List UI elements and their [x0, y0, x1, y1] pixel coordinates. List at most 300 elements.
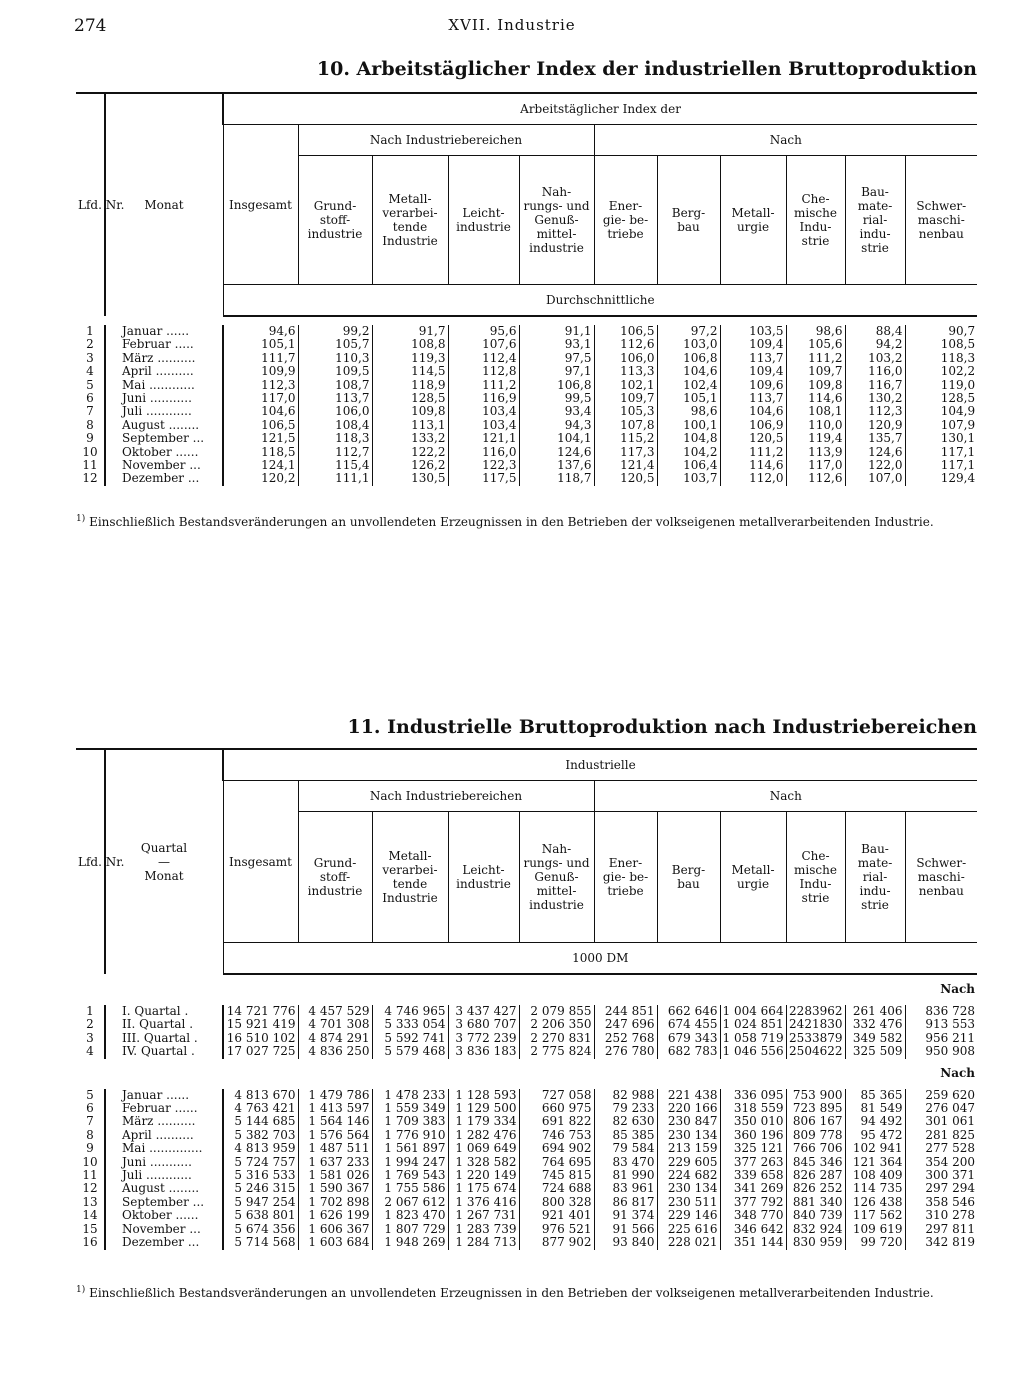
- table-row: [76, 338, 977, 351]
- table-cell: 16 510 102: [223, 1032, 298, 1045]
- table-cell: 1 284 713: [448, 1236, 519, 1249]
- table-cell: 105,7: [298, 338, 372, 351]
- col-schwermaschinen: Schwer- maschi- nenbau: [905, 812, 977, 943]
- col-dash: —: [158, 855, 170, 869]
- table-cell: 112,6: [786, 472, 845, 485]
- row-label: September ...: [105, 1196, 223, 1209]
- table-cell: 1 564 146: [298, 1115, 372, 1128]
- table-row: [76, 432, 977, 445]
- table-cell: 5 674 356: [223, 1223, 298, 1236]
- table-cell: 1 994 247: [372, 1156, 448, 1169]
- table-cell: 119,4: [786, 432, 845, 445]
- table-cell: 105,1: [657, 392, 720, 405]
- table-cell: 114,6: [720, 459, 786, 472]
- table-cell: 341 269: [720, 1182, 786, 1195]
- table-cell: 354 200: [905, 1156, 977, 1169]
- col-bergbau: Berg- bau: [657, 156, 720, 285]
- page-number: 274: [74, 16, 107, 36]
- table-cell: 230 511: [657, 1196, 720, 1209]
- table-cell: 252 768: [594, 1032, 657, 1045]
- col-grundstoff: Grund- stoff- industrie: [298, 156, 372, 285]
- table-cell: 91,1: [519, 325, 594, 338]
- table-cell: 1 024 851: [720, 1018, 786, 1031]
- table-cell: 4 763 421: [223, 1102, 298, 1115]
- col-energie: Ener- gie- be- triebe: [594, 156, 657, 285]
- table-cell: 94,6: [223, 325, 298, 338]
- row-number: 5: [86, 1087, 94, 1102]
- table-cell: 121,4: [594, 459, 657, 472]
- table-cell: 724 688: [519, 1182, 594, 1195]
- table-cell: 117,1: [905, 446, 977, 459]
- table-cell: 88,4: [845, 325, 905, 338]
- table-cell: 2421830: [786, 1018, 845, 1031]
- table-cell: 826 252: [786, 1182, 845, 1195]
- table-cell: 5 144 685: [223, 1115, 298, 1128]
- row-label: Januar ......: [105, 325, 223, 338]
- table-cell: 830 959: [786, 1236, 845, 1249]
- table-cell: 106,4: [657, 459, 720, 472]
- row-label: März ..........: [105, 352, 223, 365]
- table-cell: 350 010: [720, 1115, 786, 1128]
- col-metallurgie: Metall- urgie: [720, 156, 786, 285]
- table-cell: 1 004 664: [720, 1005, 786, 1018]
- table-cell: 809 778: [786, 1129, 845, 1142]
- table-cell: 229 605: [657, 1156, 720, 1169]
- row-label: Mai ..............: [105, 1142, 223, 1155]
- col-energie: Ener- gie- be- triebe: [594, 812, 657, 943]
- footnote-mark: 1): [76, 1285, 86, 1295]
- table-cell: 2 067 612: [372, 1196, 448, 1209]
- table-cell: 104,2: [657, 446, 720, 459]
- header-unit: Durchschnittliche: [223, 285, 977, 317]
- table-cell: 106,0: [594, 352, 657, 365]
- table-cell: 377 792: [720, 1196, 786, 1209]
- table-cell: 1 576 564: [298, 1129, 372, 1142]
- table-cell: 1 603 684: [298, 1236, 372, 1249]
- table-cell: 117 562: [845, 1209, 905, 1222]
- table-cell: 85 365: [845, 1089, 905, 1102]
- row-label: Mai ............: [105, 379, 223, 392]
- header-nach: Nach: [594, 125, 977, 156]
- row-number: 13: [82, 1194, 98, 1209]
- table-cell: 832 924: [786, 1223, 845, 1236]
- table-cell: 1 776 910: [372, 1129, 448, 1142]
- table-cell: 106,9: [720, 419, 786, 432]
- row-label: März ..........: [105, 1115, 223, 1128]
- table-cell: 113,7: [298, 392, 372, 405]
- table-cell: 753 900: [786, 1089, 845, 1102]
- table-cell: 126 438: [845, 1196, 905, 1209]
- table-cell: 1 328 582: [448, 1156, 519, 1169]
- table-cell: 116,0: [448, 446, 519, 459]
- table-cell: 91 374: [594, 1209, 657, 1222]
- col-insgesamt: Insgesamt: [223, 781, 298, 943]
- table-cell: 102,2: [905, 365, 977, 378]
- col-bergbau: Berg- bau: [657, 812, 720, 943]
- col-leichtindustrie: Leicht- industrie: [448, 156, 519, 285]
- col-metallurgie: Metall- urgie: [720, 812, 786, 943]
- table-cell: 1 179 334: [448, 1115, 519, 1128]
- table-row: [76, 1115, 977, 1128]
- table-cell: 3 836 183: [448, 1045, 519, 1058]
- table-cell: 1 282 476: [448, 1129, 519, 1142]
- row-label: Oktober ......: [105, 446, 223, 459]
- table-cell: 1 948 269: [372, 1236, 448, 1249]
- table-cell: 764 695: [519, 1156, 594, 1169]
- table-row: [76, 1209, 977, 1222]
- table-cell: 112,3: [223, 379, 298, 392]
- row-label: April ..........: [105, 1129, 223, 1142]
- row-label: November ...: [105, 459, 223, 472]
- table-cell: 130,1: [905, 432, 977, 445]
- table-cell: 79 584: [594, 1142, 657, 1155]
- table-cell: 108,7: [298, 379, 372, 392]
- col-chemie: Che- mische Indu- strie: [786, 812, 845, 943]
- row-number: 3: [86, 1030, 94, 1045]
- table-cell: 108,4: [298, 419, 372, 432]
- table-cell: 336 095: [720, 1089, 786, 1102]
- table-cell: 83 470: [594, 1156, 657, 1169]
- table-cell: 116,7: [845, 379, 905, 392]
- table-cell: 300 371: [905, 1169, 977, 1182]
- table-cell: 102 941: [845, 1142, 905, 1155]
- table-cell: 1 807 729: [372, 1223, 448, 1236]
- table-cell: 85 385: [594, 1129, 657, 1142]
- table-10-footnote: [76, 514, 934, 529]
- table-cell: 5 714 568: [223, 1236, 298, 1249]
- table-cell: 104,6: [223, 405, 298, 418]
- row-number: 6: [86, 391, 94, 406]
- table-cell: 137,6: [519, 459, 594, 472]
- table-cell: 94,2: [845, 338, 905, 351]
- table-cell: 221 438: [657, 1089, 720, 1102]
- table-cell: 679 343: [657, 1032, 720, 1045]
- table-cell: 310 278: [905, 1209, 977, 1222]
- table-cell: 104,9: [905, 405, 977, 418]
- table-cell: 5 592 741: [372, 1032, 448, 1045]
- table-cell: 83 961: [594, 1182, 657, 1195]
- col-baumaterial: Bau- mate- rial- indu- strie: [845, 812, 905, 943]
- table-cell: 112,6: [594, 338, 657, 351]
- col-baumaterial: Bau- mate- rial- indu- strie: [845, 156, 905, 285]
- row-label: Juli ............: [105, 1169, 223, 1182]
- table-cell: 15 921 419: [223, 1018, 298, 1031]
- table-cell: 109,5: [298, 365, 372, 378]
- header-unit: 1000 DM: [223, 943, 977, 975]
- table-cell: 877 902: [519, 1236, 594, 1249]
- table-cell: 93,1: [519, 338, 594, 351]
- table-cell: 4 813 959: [223, 1142, 298, 1155]
- table-row: [76, 365, 977, 378]
- table-cell: 4 813 670: [223, 1089, 298, 1102]
- table-row: [76, 446, 977, 459]
- table-cell: 1 702 898: [298, 1196, 372, 1209]
- col-metallverarbeitende: Metall- verarbei- tende Industrie: [372, 812, 448, 943]
- table-cell: 1 267 731: [448, 1209, 519, 1222]
- table-cell: 360 196: [720, 1129, 786, 1142]
- header-nach-industriebereichen: Nach Industriebereichen: [298, 781, 594, 812]
- footnote-mark: 1): [76, 514, 86, 524]
- table-row: [76, 1142, 977, 1155]
- row-number: 8: [86, 417, 94, 432]
- table-row: [76, 1223, 977, 1236]
- table-cell: 1 376 416: [448, 1196, 519, 1209]
- table-cell: 106,5: [223, 419, 298, 432]
- table-11-body: [76, 974, 977, 1250]
- table-row: [76, 1089, 977, 1102]
- table-row: [76, 392, 977, 405]
- table-cell: 1 626 199: [298, 1209, 372, 1222]
- table-cell: 1 478 233: [372, 1089, 448, 1102]
- table-cell: 115,4: [298, 459, 372, 472]
- row-number: 1: [86, 1004, 94, 1018]
- row-number: 9: [86, 1141, 94, 1156]
- table-cell: 826 287: [786, 1169, 845, 1182]
- row-number: 11: [82, 458, 98, 473]
- row-number: 15: [82, 1221, 98, 1236]
- table-cell: 259 620: [905, 1089, 977, 1102]
- row-label: I. Quartal .: [105, 1005, 223, 1018]
- table-cell: 107,0: [845, 472, 905, 485]
- table-cell: 109,4: [720, 338, 786, 351]
- table-cell: 224 682: [657, 1169, 720, 1182]
- table-cell: 2 270 831: [519, 1032, 594, 1045]
- table-cell: 112,7: [298, 446, 372, 459]
- table-cell: 277 528: [905, 1142, 977, 1155]
- table-cell: 1 581 026: [298, 1169, 372, 1182]
- row-label: April ..........: [105, 365, 223, 378]
- table-cell: 1 058 719: [720, 1032, 786, 1045]
- table-cell: 94 492: [845, 1115, 905, 1128]
- table-cell: 230 134: [657, 1182, 720, 1195]
- table-cell: 118,3: [298, 432, 372, 445]
- table-cell: 124,6: [845, 446, 905, 459]
- table-cell: 118,5: [223, 446, 298, 459]
- row-label: III. Quartal .: [105, 1032, 223, 1045]
- table-cell: 377 263: [720, 1156, 786, 1169]
- row-number: 12: [82, 1181, 98, 1196]
- table-cell: 129,4: [905, 472, 977, 485]
- table-cell: 94,3: [519, 419, 594, 432]
- table-cell: 1 637 233: [298, 1156, 372, 1169]
- table-cell: 114 735: [845, 1182, 905, 1195]
- table-cell: 301 061: [905, 1115, 977, 1128]
- table-cell: 120,9: [845, 419, 905, 432]
- table-cell: 99,5: [519, 392, 594, 405]
- col-chemie: Che- mische Indu- strie: [786, 156, 845, 285]
- table-cell: 106,8: [657, 352, 720, 365]
- table-11-title: 11. Industrielle Bruttoproduktion nach Industriebereichen: [347, 716, 977, 738]
- table-cell: 93 840: [594, 1236, 657, 1249]
- table-cell: 130,5: [372, 472, 448, 485]
- table-cell: 122,3: [448, 459, 519, 472]
- table-cell: 107,6: [448, 338, 519, 351]
- table-cell: 111,2: [786, 352, 845, 365]
- table-cell: 261 406: [845, 1005, 905, 1018]
- table-cell: 86 817: [594, 1196, 657, 1209]
- row-number: 6: [86, 1101, 94, 1116]
- table-cell: 128,5: [372, 392, 448, 405]
- table-cell: 3 680 707: [448, 1018, 519, 1031]
- table-cell: 346 642: [720, 1223, 786, 1236]
- row-label: IV. Quartal .: [105, 1045, 223, 1058]
- table-cell: 5 333 054: [372, 1018, 448, 1031]
- table-row: [76, 459, 977, 472]
- table-cell: 5 579 468: [372, 1045, 448, 1058]
- table-cell: 108,8: [372, 338, 448, 351]
- table-cell: 122,2: [372, 446, 448, 459]
- table-cell: 105,6: [786, 338, 845, 351]
- table-cell: 1 590 367: [298, 1182, 372, 1195]
- table-cell: 229 146: [657, 1209, 720, 1222]
- table-10-body: [76, 316, 977, 486]
- table-row: [76, 1236, 977, 1249]
- table-cell: 109,6: [720, 379, 786, 392]
- table-row: [76, 379, 977, 392]
- table-cell: 99,2: [298, 325, 372, 338]
- col-leichtindustrie: Leicht- industrie: [448, 812, 519, 943]
- row-number: 2: [86, 1017, 94, 1032]
- table-cell: 727 058: [519, 1089, 594, 1102]
- table-row: [76, 419, 977, 432]
- table-cell: 119,3: [372, 352, 448, 365]
- table-cell: 103,4: [448, 419, 519, 432]
- table-cell: 108,1: [786, 405, 845, 418]
- table-cell: 103,7: [657, 472, 720, 485]
- table-cell: 97,2: [657, 325, 720, 338]
- table-cell: 1 487 511: [298, 1142, 372, 1155]
- table-cell: 845 346: [786, 1156, 845, 1169]
- row-label: Juli ............: [105, 405, 223, 418]
- table-cell: 98,6: [657, 405, 720, 418]
- table-cell: 111,7: [223, 352, 298, 365]
- section-heading: Nach: [940, 982, 976, 997]
- table-row: [76, 1018, 977, 1031]
- table-cell: 113,7: [720, 352, 786, 365]
- table-cell: 2 775 824: [519, 1045, 594, 1058]
- table-cell: 2 206 350: [519, 1018, 594, 1031]
- table-row: [76, 1129, 977, 1142]
- table-cell: 4 701 308: [298, 1018, 372, 1031]
- table-cell: 111,2: [448, 379, 519, 392]
- table-cell: 79 233: [594, 1102, 657, 1115]
- table-cell: 318 559: [720, 1102, 786, 1115]
- table-cell: 956 211: [905, 1032, 977, 1045]
- table-cell: 358 546: [905, 1196, 977, 1209]
- row-number: 3: [86, 350, 94, 365]
- table-cell: 2504622: [786, 1045, 845, 1058]
- table-cell: 276 780: [594, 1045, 657, 1058]
- table-cell: 913 553: [905, 1018, 977, 1031]
- table-11-footnote: [76, 1285, 934, 1300]
- table-cell: 225 616: [657, 1223, 720, 1236]
- table-cell: 4 836 250: [298, 1045, 372, 1058]
- row-label: Januar ......: [105, 1089, 223, 1102]
- row-label: Februar ......: [105, 1102, 223, 1115]
- row-label: Dezember ...: [105, 1236, 223, 1249]
- table-cell: 112,3: [845, 405, 905, 418]
- table-cell: 1 046 556: [720, 1045, 786, 1058]
- table-cell: 3 437 427: [448, 1005, 519, 1018]
- header-span-industrielle: Industrielle: [223, 749, 977, 781]
- table-cell: 97,5: [519, 352, 594, 365]
- table-cell: 297 294: [905, 1182, 977, 1195]
- table-cell: 112,4: [448, 352, 519, 365]
- table-cell: 339 658: [720, 1169, 786, 1182]
- table-cell: 104,6: [720, 405, 786, 418]
- table-cell: 4 746 965: [372, 1005, 448, 1018]
- table-10: [76, 92, 977, 486]
- table-cell: 1 559 349: [372, 1102, 448, 1115]
- table-row: [76, 1005, 977, 1018]
- table-cell: 120,2: [223, 472, 298, 485]
- table-cell: 112,8: [448, 365, 519, 378]
- row-number: 14: [82, 1208, 98, 1223]
- col-grundstoff: Grund- stoff- industrie: [298, 812, 372, 943]
- table-cell: 5 246 315: [223, 1182, 298, 1195]
- table-cell: 806 167: [786, 1115, 845, 1128]
- table-10-title: 10. Arbeitstäglicher Index der industriellen Bruttoproduktion: [316, 58, 977, 80]
- table-cell: 5 382 703: [223, 1129, 298, 1142]
- footnote-text: Einschließlich Bestandsveränderungen an unvollendeten Erzeugnissen in den Betrieben der volkseigenen metallverarbeitenden Industrie.: [89, 1286, 934, 1300]
- header-nach-industriebereichen: Nach Industriebereichen: [298, 125, 594, 156]
- table-cell: 117,3: [594, 446, 657, 459]
- table-cell: 107,8: [594, 419, 657, 432]
- table-cell: 113,3: [594, 365, 657, 378]
- header-nach: Nach: [594, 781, 977, 812]
- row-number: 9: [86, 431, 94, 446]
- col-schwermaschinen: Schwer- maschi- nenbau: [905, 156, 977, 285]
- table-cell: 247 696: [594, 1018, 657, 1031]
- table-cell: 105,1: [223, 338, 298, 351]
- col-quartal: Quartal: [140, 841, 188, 855]
- table-cell: 102,4: [657, 379, 720, 392]
- row-label: Juni ...........: [105, 1156, 223, 1169]
- table-cell: 118,3: [905, 352, 977, 365]
- table-cell: 5 316 533: [223, 1169, 298, 1182]
- table-cell: 1 561 897: [372, 1142, 448, 1155]
- table-cell: 228 021: [657, 1236, 720, 1249]
- table-cell: 113,7: [720, 392, 786, 405]
- table-cell: 114,6: [786, 392, 845, 405]
- table-cell: 220 166: [657, 1102, 720, 1115]
- row-number: 2: [86, 337, 94, 352]
- table-row: [76, 1156, 977, 1169]
- table-cell: 111,2: [720, 446, 786, 459]
- table-cell: 82 988: [594, 1089, 657, 1102]
- table-row: [76, 1169, 977, 1182]
- row-label: August ........: [105, 419, 223, 432]
- table-cell: 104,6: [657, 365, 720, 378]
- table-cell: 81 549: [845, 1102, 905, 1115]
- table-cell: 691 822: [519, 1115, 594, 1128]
- table-cell: 113,1: [372, 419, 448, 432]
- table-cell: 325 121: [720, 1142, 786, 1155]
- table-cell: 90,7: [905, 325, 977, 338]
- table-cell: 104,1: [519, 432, 594, 445]
- table-cell: 325 509: [845, 1045, 905, 1058]
- table-cell: 109,4: [720, 365, 786, 378]
- table-cell: 1 755 586: [372, 1182, 448, 1195]
- col-nahrung: Nah- rungs- und Genuß- mittel- industrie: [519, 156, 594, 285]
- row-label: II. Quartal .: [105, 1018, 223, 1031]
- table-cell: 281 825: [905, 1129, 977, 1142]
- row-label: Dezember ...: [105, 472, 223, 485]
- table-cell: 103,2: [845, 352, 905, 365]
- table-cell: 1 128 593: [448, 1089, 519, 1102]
- row-number: 10: [82, 1154, 98, 1169]
- col-insgesamt: Insgesamt: [223, 125, 298, 285]
